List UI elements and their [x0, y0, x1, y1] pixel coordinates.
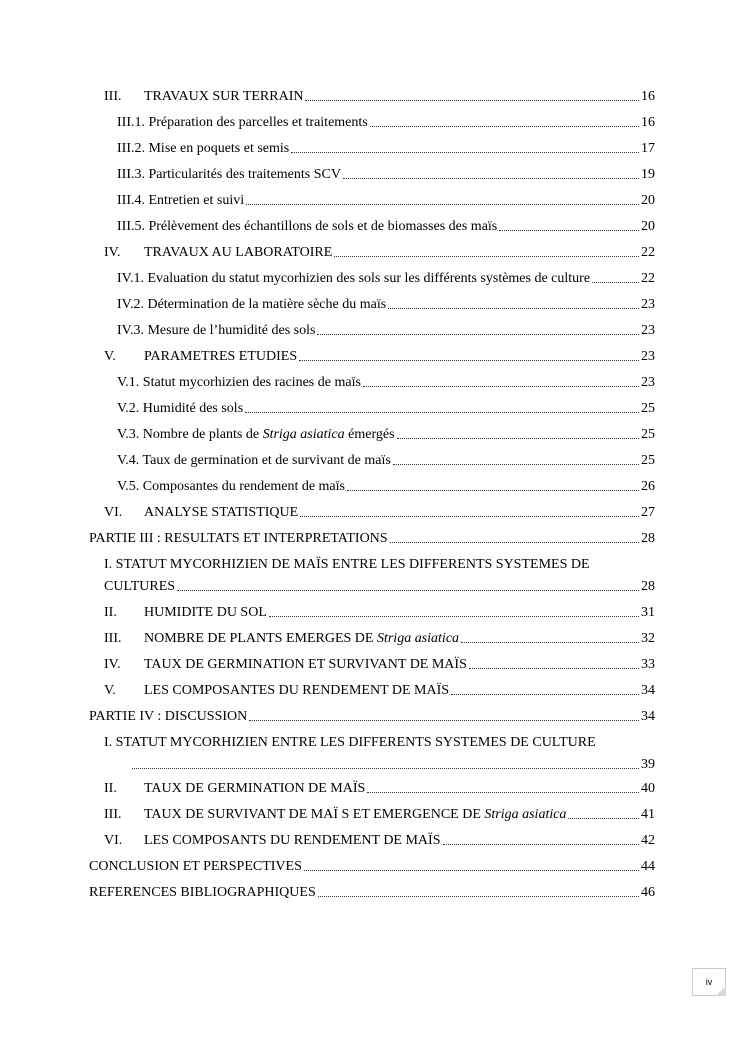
toc-entry[interactable]: [104, 628, 655, 648]
section-number: V.: [104, 683, 116, 698]
section-title: V.5. Composantes du rendement de maïs: [117, 479, 345, 494]
section-title: IV.3. Mesure de l’humidité des sols: [117, 323, 316, 338]
species-name: Striga asiatica: [376, 631, 460, 646]
section-number: IV.: [104, 657, 121, 672]
page-number: 23: [641, 375, 655, 390]
dot-leader: [177, 589, 639, 591]
section-title: TAUX DE SURVIVANT DE MAÏ S ET EMERGENCE DE Striga asiatica: [144, 807, 567, 822]
toc-entry[interactable]: [117, 372, 655, 392]
toc-entry[interactable]: [117, 476, 655, 496]
dot-leader: [269, 615, 639, 617]
toc-entry[interactable]: [104, 654, 655, 674]
section-title: PARAMETRES ETUDIES: [144, 349, 298, 364]
page-number: 22: [641, 245, 655, 260]
toc-entry[interactable]: [117, 268, 655, 288]
page-number: 39: [641, 757, 655, 772]
page-number: 23: [641, 297, 655, 312]
section-title: PARTIE IV : DISCUSSION: [89, 709, 248, 724]
dot-leader: [305, 99, 639, 101]
toc-entry[interactable]: [89, 856, 655, 876]
dot-leader: [370, 125, 639, 127]
toc-entry[interactable]: [104, 734, 655, 774]
toc-entry[interactable]: [117, 190, 655, 210]
dot-leader: [397, 437, 639, 439]
page-number: 40: [641, 781, 655, 796]
section-title: V.3. Nombre de plants de Striga asiatica émergés: [117, 427, 395, 442]
toc-entry[interactable]: [104, 346, 655, 366]
section-title: TRAVAUX SUR TERRAIN: [144, 89, 304, 104]
section-number: IV.: [104, 245, 121, 260]
dot-leader: [318, 895, 639, 897]
dot-leader: [363, 385, 639, 387]
section-title: CONCLUSION ET PERSPECTIVES: [89, 859, 302, 874]
toc-entry[interactable]: [89, 528, 655, 548]
dot-leader: [246, 203, 639, 205]
dot-leader: [499, 229, 639, 231]
toc-entry[interactable]: [117, 424, 655, 444]
toc-entry[interactable]: [117, 398, 655, 418]
dot-leader: [367, 791, 639, 793]
page-number: 28: [641, 531, 655, 546]
toc-entry[interactable]: [117, 216, 655, 236]
page-number: 16: [641, 115, 655, 130]
page-number: 16: [641, 89, 655, 104]
section-title: I. STATUT MYCORHIZIEN DE MAÏS ENTRE LES DIFFERENTS SYSTEMES DE: [104, 557, 590, 572]
page-number: 23: [641, 323, 655, 338]
section-title: IV.1. Evaluation du statut mycorhizien des sols sur les différents systèmes de culture: [117, 271, 591, 286]
section-title: LES COMPOSANTS DU RENDEMENT DE MAÏS: [144, 833, 441, 848]
section-number: III.: [104, 89, 122, 104]
page-number: 20: [641, 193, 655, 208]
dot-leader: [334, 255, 639, 257]
toc-entry[interactable]: [104, 778, 655, 798]
section-title: NOMBRE DE PLANTS EMERGES DE Striga asiatica: [144, 631, 460, 646]
toc-entry[interactable]: [104, 830, 655, 850]
section-title-continued: CULTURES: [104, 579, 176, 594]
toc-entry[interactable]: [104, 502, 655, 522]
section-title: TAUX DE GERMINATION ET SURVIVANT DE MAÏS: [144, 657, 467, 672]
toc-entry[interactable]: [104, 556, 655, 596]
page-number: 46: [641, 885, 655, 900]
section-title: TRAVAUX AU LABORATOIRE: [144, 245, 333, 260]
species-name: Striga asiatica: [262, 427, 345, 442]
dot-leader: [317, 333, 639, 335]
section-number: II.: [104, 781, 117, 796]
page-number: 23: [641, 349, 655, 364]
dot-leader: [390, 541, 639, 543]
section-title: REFERENCES BIBLIOGRAPHIQUES: [89, 885, 316, 900]
section-title: PARTIE III : RESULTATS ET INTERPRETATIONS: [89, 531, 388, 546]
dot-leader: [347, 489, 639, 491]
page-number: 20: [641, 219, 655, 234]
page-number-box: [692, 968, 726, 996]
section-number: VI.: [104, 833, 123, 848]
section-title: III.1. Préparation des parcelles et traitements: [117, 115, 368, 130]
page-number: 25: [641, 427, 655, 442]
section-number: II.: [104, 605, 117, 620]
toc-entry[interactable]: [104, 804, 655, 824]
section-title: LES COMPOSANTES DU RENDEMENT DE MAÏS: [144, 683, 450, 698]
dot-leader: [461, 641, 639, 643]
dot-leader: [443, 843, 640, 845]
page-number: 33: [641, 657, 655, 672]
dot-leader: [388, 307, 639, 309]
page-number: 19: [641, 167, 655, 182]
dot-leader: [304, 869, 639, 871]
toc-entry[interactable]: [117, 164, 655, 184]
dot-leader: [343, 177, 639, 179]
page-number: 27: [641, 505, 655, 520]
page-number: 25: [641, 401, 655, 416]
toc-entry[interactable]: [104, 602, 655, 622]
section-title: IV.2. Détermination de la matière sèche du maïs: [117, 297, 387, 312]
toc-entry[interactable]: [117, 294, 655, 314]
species-name: Striga asiatica: [484, 807, 567, 822]
dot-leader: [568, 817, 639, 819]
page-number: 22: [641, 271, 655, 286]
section-title: V.1. Statut mycorhizien des racines de maïs: [117, 375, 361, 390]
page-number: 44: [641, 859, 655, 874]
section-number: III.: [104, 807, 122, 822]
dot-leader: [299, 359, 639, 361]
toc-entry[interactable]: [117, 138, 655, 158]
page-number: 42: [641, 833, 655, 848]
dot-leader: [245, 411, 639, 413]
section-number: VI.: [104, 505, 123, 520]
page-number: 34: [641, 709, 655, 724]
section-title: III.3. Particularités des traitements SCV: [117, 167, 341, 182]
page-number: 41: [641, 807, 655, 822]
dot-leader: [469, 667, 639, 669]
toc-entry[interactable]: [104, 680, 655, 700]
page-number: 31: [641, 605, 655, 620]
section-title: I. STATUT MYCORHIZIEN ENTRE LES DIFFERENTS SYSTEMES DE CULTURE: [104, 735, 596, 750]
toc-entry[interactable]: [117, 320, 655, 340]
section-title: III.5. Prélèvement des échantillons de sols et de biomasses des maïs: [117, 219, 498, 234]
dot-leader: [291, 151, 639, 153]
toc-entry[interactable]: [104, 86, 655, 106]
toc-entry[interactable]: [104, 242, 655, 262]
section-title: TAUX DE GERMINATION DE MAÏS: [144, 781, 366, 796]
toc-entry[interactable]: [89, 882, 655, 902]
page-number: 25: [641, 453, 655, 468]
page-number: 32: [641, 631, 655, 646]
toc-entry[interactable]: [117, 112, 655, 132]
toc-entry[interactable]: [117, 450, 655, 470]
section-title: V.2. Humidité des sols: [117, 401, 244, 416]
page-number: 17: [641, 141, 655, 156]
section-title: III.4. Entretien et suivi: [117, 193, 245, 208]
section-title: III.2. Mise en poquets et semis: [117, 141, 290, 156]
section-number: V.: [104, 349, 116, 364]
section-number: III.: [104, 631, 122, 646]
dot-leader: [249, 719, 639, 721]
page-number: 28: [641, 579, 655, 594]
dot-leader: [300, 515, 639, 517]
dot-leader: [132, 767, 639, 769]
page-label: iv: [705, 977, 713, 987]
dot-leader: [592, 281, 639, 283]
section-title: V.4. Taux de germination et de survivant de maïs: [117, 453, 391, 468]
dot-leader: [451, 693, 639, 695]
page-number: 26: [641, 479, 655, 494]
dot-leader: [393, 463, 639, 465]
toc-entry[interactable]: [89, 706, 655, 726]
section-title: HUMIDITE DU SOL: [144, 605, 267, 620]
page-number: 34: [641, 683, 655, 698]
section-title: ANALYSE STATISTIQUE: [144, 505, 299, 520]
